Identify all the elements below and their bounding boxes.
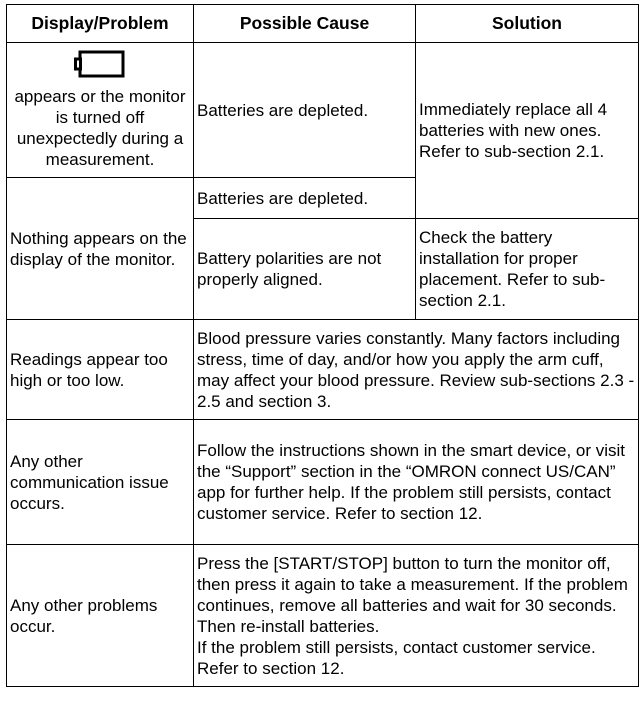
header-row bbox=[7, 5, 639, 43]
header-solution: Solution bbox=[416, 5, 639, 43]
cause-solution-cell: Follow the instructions shown in the smart device, or visit the “Support” section in the “OMRON connect US/CAN” app for further help. If the problem still persists, contact customer service. Refer to section 12. bbox=[194, 420, 639, 545]
troubleshooting-table-container bbox=[6, 4, 639, 687]
display-text: appears or the monitor is turned off unexpectedly during a measurement. bbox=[14, 87, 186, 169]
cause-solution-text: If the problem still persists, contact customer service. Refer to section 12. bbox=[197, 637, 596, 678]
solution-cell: Immediately replace all 4 batteries with new ones. Refer to sub-section 2.1. bbox=[416, 43, 639, 219]
cause-cell: Battery polarities are not properly aligned. bbox=[194, 219, 416, 320]
cause-cell: Batteries are depleted. bbox=[194, 178, 416, 219]
table-row bbox=[7, 320, 639, 420]
display-cell: Any other communication issue occurs. bbox=[7, 420, 194, 545]
table-row bbox=[7, 420, 639, 545]
header-possible-cause: Possible Cause bbox=[194, 5, 416, 43]
display-cell: Any other problems occur. bbox=[7, 545, 194, 687]
low-battery-icon bbox=[74, 50, 126, 80]
cause-solution-text: Press the [START/STOP] button to turn the monitor off, then press it again to take a measurement. If the problem continues, remove all batteries and wait for 30 seconds. Then re-install batteries. bbox=[197, 553, 628, 636]
cause-solution-cell bbox=[194, 545, 639, 687]
table-row bbox=[7, 43, 639, 178]
cause-solution-cell: Blood pressure varies constantly. Many factors including stress, time of day, and/or how you apply the arm cuff, may affect your blood pressure. Review sub-sections 2.3 - 2.5 and section 3. bbox=[194, 320, 639, 420]
troubleshooting-table bbox=[6, 4, 639, 687]
display-cell-battery bbox=[7, 43, 194, 178]
table-row bbox=[7, 545, 639, 687]
display-cell: Nothing appears on the display of the monitor. bbox=[7, 178, 194, 320]
header-display-problem: Display/Problem bbox=[7, 5, 194, 43]
solution-cell: Check the battery installation for proper placement. Refer to sub-section 2.1. bbox=[416, 219, 639, 320]
cause-cell: Batteries are depleted. bbox=[194, 43, 416, 178]
display-cell: Readings appear too high or too low. bbox=[7, 320, 194, 420]
